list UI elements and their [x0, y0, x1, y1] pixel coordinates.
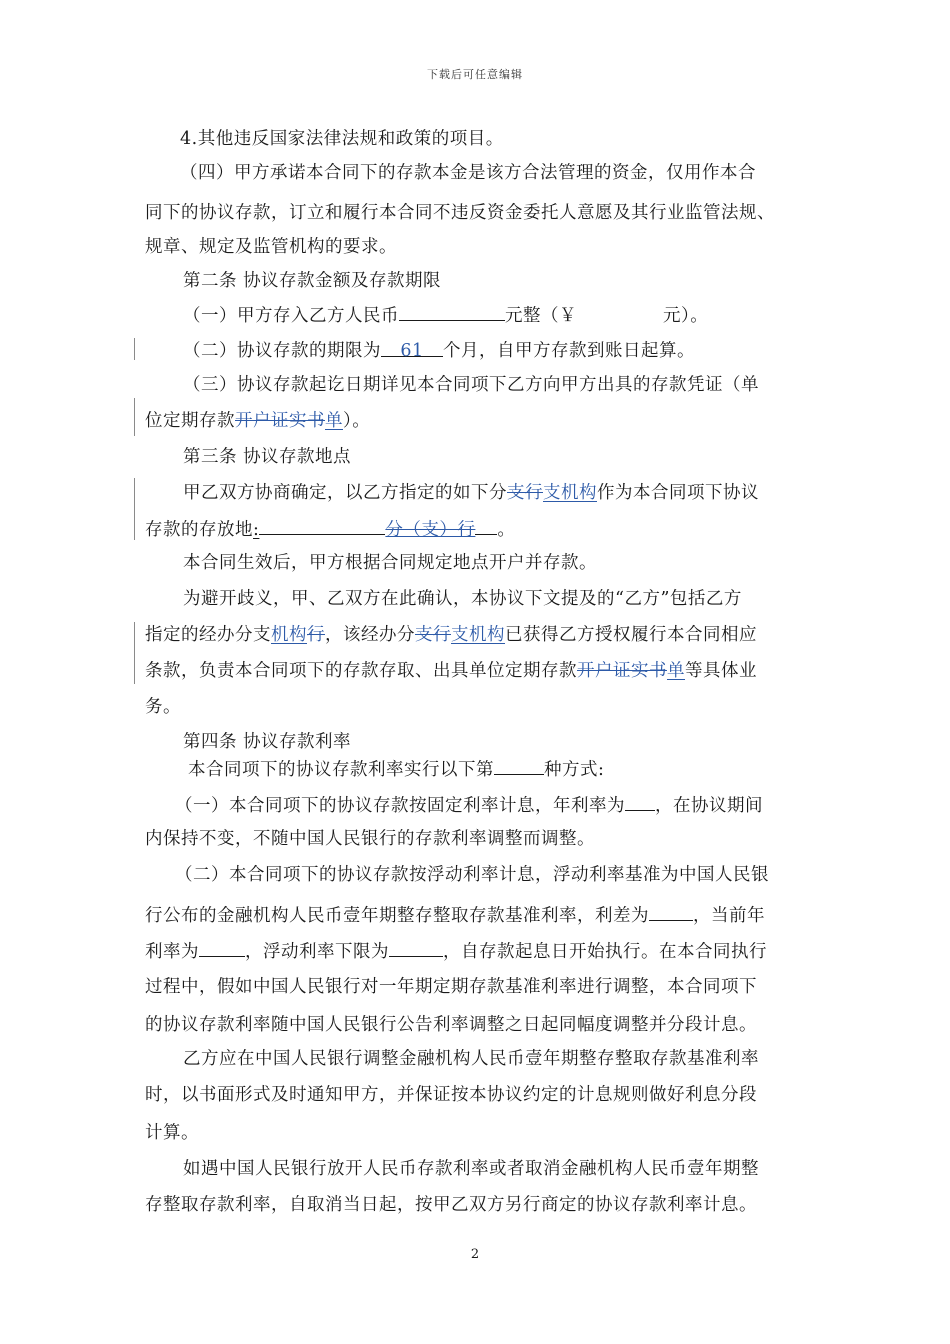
- location-blank: [259, 518, 385, 535]
- paragraph-line: [145, 410, 370, 432]
- paragraph-line: 存整取存款利率，自取消当日起，按甲乙双方另行商定的协议存款利率计息。: [145, 1195, 757, 1215]
- text: 已获得乙方授权履行本合同相应: [505, 625, 757, 645]
- inserted-text: 机构: [271, 625, 307, 645]
- text: 元）。: [663, 306, 709, 326]
- inserted-text: 支机构: [543, 483, 597, 503]
- text: （一）本合同项下的协议存款按固定利率计息，年利率为: [175, 796, 625, 816]
- paragraph-line: （二）本合同项下的协议存款按浮动利率计息，浮动利率基准为中国人民银: [175, 865, 769, 885]
- text: ，自存款起息日开始执行。在本合同执行: [443, 942, 767, 962]
- text: 作为本合同项下协议: [597, 483, 759, 503]
- text: （一）甲方存入乙方人民币: [183, 306, 399, 326]
- inserted-text: 支机构: [451, 625, 505, 645]
- text: :: [253, 520, 260, 540]
- paragraph-line: 务。: [145, 697, 181, 717]
- paragraph-line: 规章、规定及监管机构的要求。: [145, 237, 397, 257]
- page-number: 2: [470, 1247, 480, 1262]
- text: 存款的存放地: [145, 520, 253, 540]
- text: ，当前年: [693, 906, 765, 926]
- text: 行公布的金融机构人民币壹年期整存整取存款基准利率，利差为: [145, 906, 649, 926]
- revision-bar: [134, 338, 135, 360]
- paragraph-line: 过程中，假如中国人民银行对一年期定期存款基准利率进行调整，本合同项下: [145, 977, 757, 997]
- text: 条款，负责本合同项下的存款存取、出具单位定期存款: [145, 661, 577, 681]
- revision-bar: [134, 622, 135, 684]
- current-rate-blank: [199, 940, 245, 957]
- paragraph-line: 4.其他违反国家法律法规和政策的项目。: [180, 129, 504, 149]
- paragraph-line: 时，以书面形式及时通知甲方，并保证按本协议约定的计息规则做好利息分段: [145, 1085, 757, 1105]
- text: ，浮动利率下限为: [245, 942, 389, 962]
- paragraph-line: [145, 624, 757, 646]
- method-blank: [494, 758, 544, 775]
- deleted-text: 行: [307, 625, 325, 645]
- revision-bar: [134, 398, 135, 436]
- section-heading: 第三条 协议存款地点: [183, 447, 352, 467]
- paragraph-line: 计算。: [145, 1123, 199, 1143]
- paragraph-line: [188, 758, 604, 781]
- deleted-text: 开户证实书: [235, 411, 325, 431]
- spread-blank: [649, 904, 693, 921]
- floor-rate-blank: [389, 940, 443, 957]
- term-value: 61: [400, 341, 424, 361]
- text: 利率为: [145, 942, 199, 962]
- text: 甲乙双方协商确定，以乙方指定的如下分: [183, 483, 507, 503]
- paragraph-line: [183, 482, 759, 504]
- term-blank: [381, 340, 443, 361]
- paragraph-line: 内保持不变，不随中国人民银行的存款利率调整而调整。: [145, 829, 595, 849]
- text: 个月，自甲方存款到账日起算。: [443, 341, 695, 361]
- section-heading: 第二条 协议存款金额及存款期限: [183, 271, 442, 291]
- amount-blank: [399, 304, 505, 321]
- deleted-text: 支行: [415, 625, 451, 645]
- section-heading: 第四条 协议存款利率: [183, 732, 352, 752]
- paragraph-line: （四）甲方承诺本合同下的存款本金是该方合法管理的资金，仅用作本合: [180, 163, 756, 183]
- text: 种方式:: [544, 760, 605, 780]
- paragraph-line: [183, 340, 695, 362]
- text: 指定的经办分支: [145, 625, 271, 645]
- text: 等具体业: [685, 661, 757, 681]
- revision-bar: [134, 478, 135, 540]
- paragraph-line: [145, 940, 767, 963]
- paragraph-line: 本合同生效后，甲方根据合同规定地点开户并存款。: [183, 553, 597, 573]
- page-header: 下载后可任意编辑: [427, 68, 523, 81]
- paragraph-line: [145, 518, 515, 541]
- paragraph-line: 如遇中国人民银行放开人民币存款利率或者取消金融机构人民币壹年期整: [183, 1159, 759, 1179]
- location-blank: [475, 518, 497, 535]
- text: 。: [497, 520, 516, 540]
- deleted-text: 开户证实书: [577, 661, 667, 681]
- paragraph-line: [145, 660, 757, 682]
- text: 本合同项下的协议存款利率实行以下第: [188, 760, 494, 780]
- text: 元整（￥: [505, 306, 577, 326]
- rate-blank: [625, 794, 655, 811]
- text: ）。: [343, 411, 371, 431]
- text: （二）协议存款的期限为: [183, 341, 381, 361]
- inserted-text: 单: [667, 661, 685, 681]
- paragraph-line: [175, 794, 763, 817]
- text: ，该经办分: [325, 625, 415, 645]
- paragraph-line: 同下的协议存款，订立和履行本合同不违反资金委托人意愿及其行业监管法规、: [145, 203, 775, 223]
- paragraph-line: 的协议存款利率随中国人民银行公告利率调整之日起同幅度调整并分段计息。: [145, 1015, 757, 1035]
- text: 位定期存款: [145, 411, 235, 431]
- deleted-text: 支行: [507, 483, 543, 503]
- paragraph-line: [183, 304, 708, 327]
- inserted-text: 单: [325, 411, 343, 431]
- paragraph-line: （三）协议存款起讫日期详见本合同项下乙方向甲方出具的存款凭证（单: [183, 375, 759, 395]
- deleted-text: 分（支）行: [385, 520, 476, 540]
- paragraph-line: 为避开歧义，甲、乙双方在此确认，本协议下文提及的“乙方”包括乙方: [183, 589, 742, 609]
- text: ，在协议期间: [655, 796, 763, 816]
- paragraph-line: 乙方应在中国人民银行调整金融机构人民币壹年期整存整取存款基准利率: [183, 1049, 759, 1069]
- paragraph-line: [145, 904, 765, 927]
